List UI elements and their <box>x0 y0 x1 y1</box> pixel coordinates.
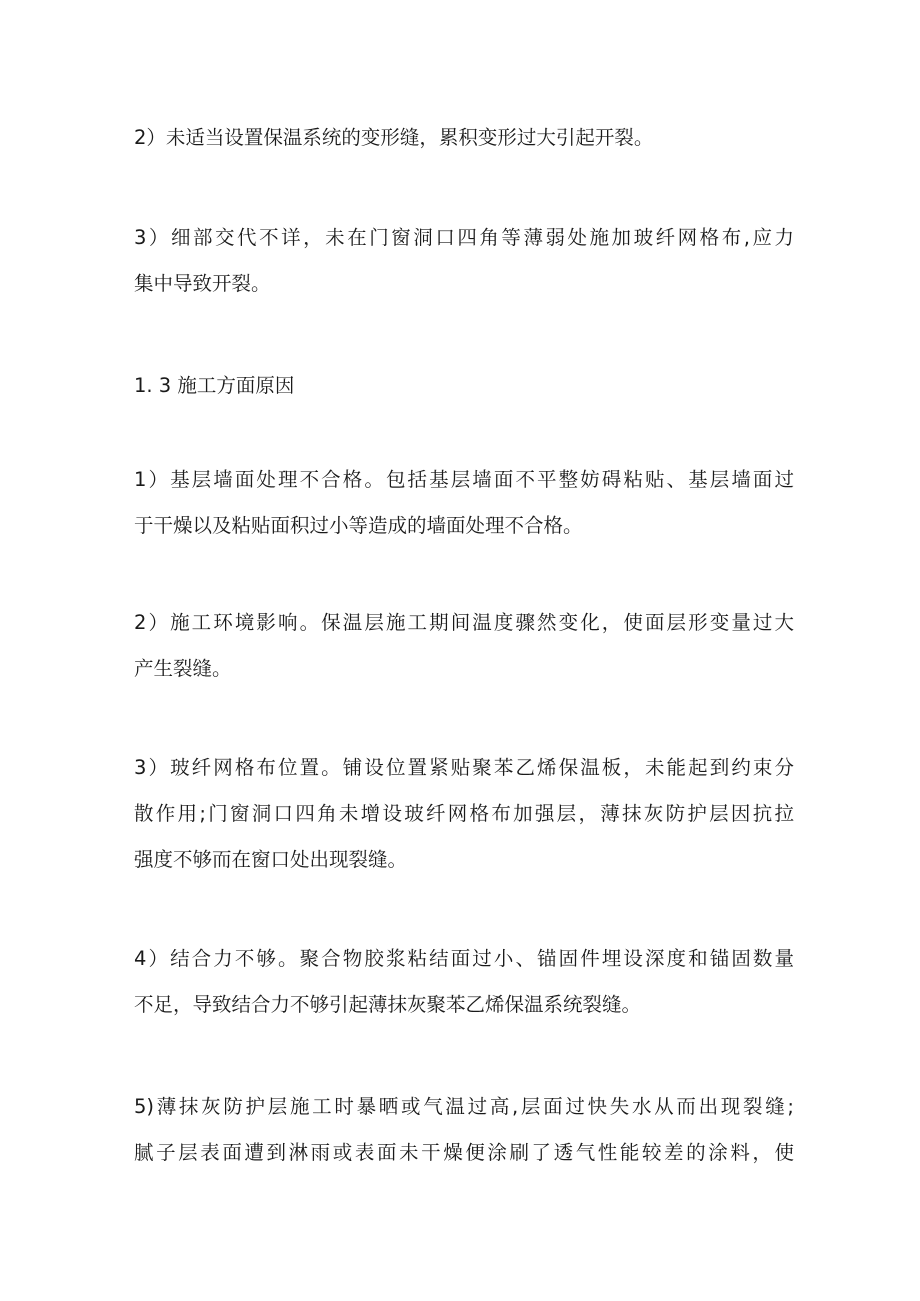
paragraph-line: 3）细部交代不详，未在门窗洞口四角等薄弱处施加玻纤网格布,应力 <box>134 226 794 249</box>
paragraph-line: 3）玻纤网格布位置。铺设位置紧贴聚苯乙烯保温板，未能起到约束分 <box>134 756 794 779</box>
paragraph-line: 腻子层表面遭到淋雨或表面未干燥便涂刷了透气性能较差的涂料，使 <box>134 1141 794 1164</box>
section-heading-construction-causes <box>134 363 794 409</box>
paragraph-line: 强度不够而在窗口处出现裂缝。 <box>134 848 408 871</box>
paragraph-line: 于干燥以及粘贴面积过小等造成的墙面处理不合格。 <box>134 514 583 537</box>
paragraph-line: 产生裂缝。 <box>134 657 232 680</box>
paragraph-line: 不足，导致结合力不够引起薄抹灰聚苯乙烯保温系统裂缝。 <box>134 993 642 1016</box>
paragraph-base-wall <box>134 457 794 549</box>
paragraph-line: 1）基层墙面处理不合格。包括基层墙面不平整妨碍粘贴、基层墙面过 <box>134 468 794 491</box>
paragraph-bonding-force <box>134 936 794 1028</box>
paragraph-line: 2）施工环境影响。保温层施工期间温度骤然变化，使面层形变量过大 <box>134 611 794 634</box>
paragraph-line: 集中导致开裂。 <box>134 272 271 295</box>
paragraph-mesh-position <box>134 745 794 883</box>
paragraph-line: 5)薄抹灰防护层施工时暴晒或气温过高,层面过快失水从而出现裂缝; <box>134 1095 794 1118</box>
section-heading-line: 1. 3 施工方面原因 <box>134 374 295 397</box>
paragraph-line: 4）结合力不够。聚合物胶浆粘结面过小、锚固件埋设深度和锚固数量 <box>134 947 794 970</box>
paragraph-deformation-joint <box>134 115 794 161</box>
paragraph-line: 2）未适当设置保温系统的变形缝，累积变形过大引起开裂。 <box>134 126 654 149</box>
paragraph-detail-design <box>134 215 794 307</box>
paragraph-line: 散作用;门窗洞口四角未增设玻纤网格布加强层，薄抹灰防护层因抗拉 <box>134 802 794 825</box>
paragraph-plaster-curing <box>134 1084 794 1176</box>
paragraph-environment <box>134 600 794 692</box>
